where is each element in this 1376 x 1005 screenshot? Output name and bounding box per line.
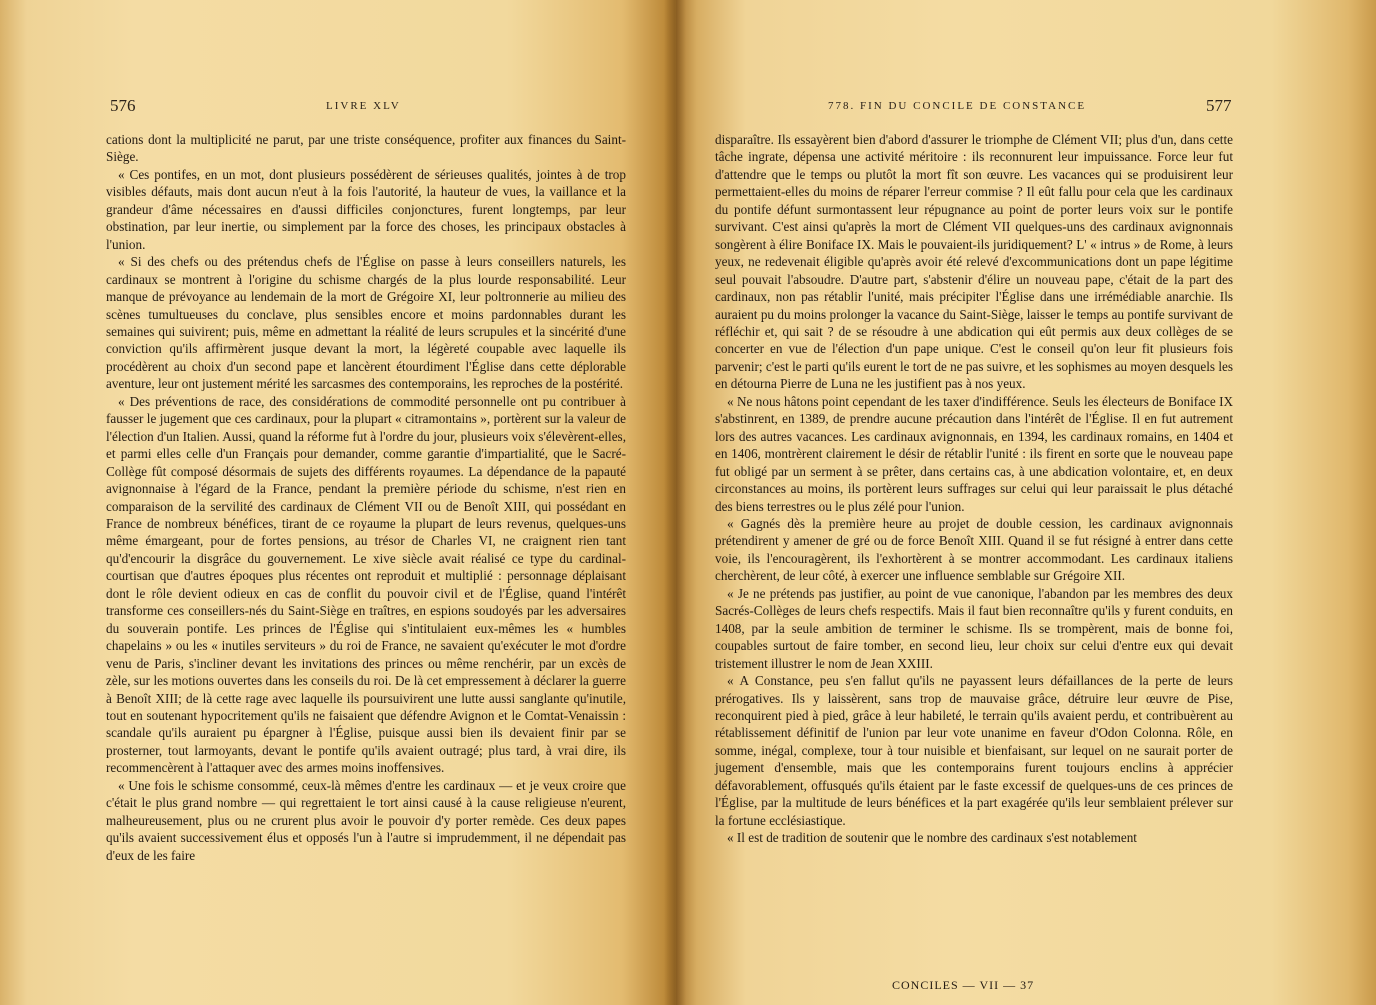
signature-mark: CONCILES — VII — 37	[892, 978, 1035, 992]
paragraph: cations dont la multiplicité ne parut, par une triste conséquence, profiter aux finances du Saint-Siège.	[106, 132, 626, 165]
paragraph: « Une fois le schisme consommé, ceux-là mêmes d'entre les cardinaux — et je veux croire que c'était le plus grand nombre — qui regrettaient le tort ainsi causé à la cause religieuse n'eurent, malheureusement, plus ou ne crurent plus avoir le pouvoir d'y porter remède. Ces deux papes qu'ils avaient successivement élus et opposés l'un à l'autre si imprudemment, il ne dépendait pas d'eux de les faire	[106, 777, 626, 863]
left-page-header	[0, 96, 676, 116]
right-page	[676, 0, 1376, 1005]
paragraph: « Ces pontifes, en un mot, dont plusieurs possédèrent de sérieuses qualités, jointes à de trop visibles défauts, mais dont aucun n'eut à la fois l'autorité, la hauteur de vues, la vaillance et la grandeur d'âme nécessaires en d'aussi difficiles conjonctures, furent longtemps, par leur obstination, par leur inertie, ou simplement par la force des choses, les principaux obstacles à l'union.	[106, 166, 626, 252]
paragraph: « Gagnés dès la première heure au projet de double cession, les cardinaux avignonnais prétendirent y amener de gré ou de force Benoît XIII. Quand il se fut résigné à entrer dans cette voie, ils l'encouragèrent, ils l'exhortèrent à se montrer accommodant. Les cardinaux italiens cherchèrent, de leur côté, à exercer une influence semblable sur Grégoire XII.	[715, 515, 1233, 584]
paragraph: disparaître. Ils essayèrent bien d'abord d'assurer le triomphe de Clément VII; plus d'un, dans cette tâche ingrate, dépensa une activité méritoire : ils reconnurent leur impuissance. Force leur fut d'attendre que le temps ou plutôt la mort fît son œuvre. Les vacances qui se produisirent leur permettaient-elles du moins de réparer l'erreur commise ? Il eût fallu pour cela que les cardinaux du pontife défunt surmontassent leur répugnance au point de porter leurs voix sur le pontife survivant. C'est ainsi qu'après la mort de Clément VII quelques-uns des cardinaux avignonnais songèrent à élire Boniface IX. Mais le pouvaient-ils juridiquement? L' « intrus » de Rome, à leurs yeux, ne redevenait éligible qu'après avoir été relevé d'excommunications dont un pape légitime seul pouvait l'absoudre. D'autre part, s'abstenir d'élire un nouveau pape, c'était de la part des cardinaux, non pas rétablir l'unité, mais précipiter l'Église dans une irrémédiable anarchie. Ils auraient pu du moins prolonger la vacance du Saint-Siège, laisser le temps au pontife survivant de réfléchir et, qui sait ? de se résoudre à une abdication qui eût permis aux deux collèges de se concerter en vue de l'élection d'un pape unique. C'est le conseil qu'on leur fit plusieurs fois parvenir; c'est le parti qu'ils eurent le tort de ne pas suivre, et les sophismes au moyen desquels les en détourna Pierre de Luna ne les justifient pas à nos yeux.	[715, 132, 1233, 392]
running-head: LIVRE XLV	[326, 100, 401, 112]
left-page	[0, 0, 676, 1005]
right-page-body	[715, 131, 1233, 847]
left-page-body	[106, 131, 626, 864]
page-number: 577	[1206, 96, 1232, 115]
book-gutter	[664, 0, 686, 1005]
page-number: 576	[110, 96, 136, 115]
paragraph: « A Constance, peu s'en fallut qu'ils ne payassent leurs défaillances de la perte de leurs prérogatives. Ils y laissèrent, sans trop de mauvaise grâce, détruire leur œuvre de Pise, reconquirent pied à pied, grâce à leur habileté, le terrain qu'ils avaient perdu, et contribuèrent au rétablissement définitif de l'union par leur vote unanime en faveur d'Odon Colonna. Rôle, en somme, inégal, complexe, tour à tour nuisible et bienfaisant, sur lequel on ne saurait porter de jugement d'ensemble, mais que les contemporains furent toujours enclins à apprécier défavorablement, offusqués qu'ils étaient par le faste excessif de quelques-uns de ces princes de l'Église, par la multitude de leurs bénéfices et la part exagérée qu'ils leur semblaient prélever sur la fortune ecclésiastique.	[715, 673, 1233, 828]
right-page-header	[676, 96, 1376, 116]
paragraph: « Je ne prétends pas justifier, au point de vue canonique, l'abandon par les membres des deux Sacrés-Collèges de leurs chefs respectifs. Mais il faut bien reconnaître qu'ils y furent conduits, en 1408, par la seule ambition de terminer le schisme. Ils se trompèrent, mais de bonne foi, coupables surtout de faire tomber, en second lieu, leur choix sur celui d'entre eux qui devait tristement illustrer le nom de Jean XXIII.	[715, 585, 1233, 671]
paragraph: « Si des chefs ou des prétendus chefs de l'Église on passe à leurs conseillers naturels, les cardinaux se montrent à l'origine du schisme chargés de la plus lourde responsabilité. Leur manque de prévoyance au lendemain de la mort de Grégoire XI, leur poltronnerie au milieu des scènes tumultueuses du conclave, plus sensibles encore et moins pardonnables durant les semaines qui suivirent; puis, même en admettant la réalité de leurs scrupules et la sincérité d'une conviction qu'ils affirmèrent jusque devant la mort, la légèreté coupable avec laquelle ils procédèrent au choix d'un second pape et lancèrent étourdiment l'Église dans cette déplorable aventure, leur ont justement mérité les sarcasmes des contemporains, les reproches de la postérité.	[106, 254, 626, 392]
paragraph: « Il est de tradition de soutenir que le nombre des cardinaux s'est notablement	[727, 830, 1137, 846]
paragraph: « Ne nous hâtons point cependant de les taxer d'indifférence. Seuls les électeurs de Boniface IX s'abstinrent, en 1389, de prendre aucune précaution dans l'intérêt de l'Église. Il en fut autrement lors des autres vacances. Les cardinaux avignonnais, en 1394, les cardinaux romains, en 1404 et en 1406, montrèrent clairement le désir de rétablir l'unité : ils firent en sorte que le nouveau pape fut obligé par un serment à se prêter, dans certains cas, à une abdication volontaire, et, en deux circonstances au moins, ils portèrent leurs suffrages sur celui qui leur paraissait le plus détaché des biens terrestres ou le plus zélé pour l'union.	[715, 393, 1233, 514]
paragraph: « Des préventions de race, des considérations de commodité personnelle ont pu contribuer à fausser le jugement que ces cardinaux, pour la plupart « citramontains », portèrent sur la valeur de l'élection d'un Italien. Aussi, quand la réforme fut à l'ordre du jour, plusieurs voix s'élevèrent-elles, et parmi elles celle d'un Français pour demander, comme garantie d'impartialité, que le Sacré-Collège fût composé désormais de sujets des différents royaumes. La dépendance de la papauté avignonnaise à l'égard de la France, pendant la première période du schisme, n'est rien en comparaison de la servilité des cardinaux de Clément VII ou de Benoît XIII, qui possédant en France de nombreux bénéfices, tirant de ce royaume la plupart de leurs revenus, quelques-uns même émargeant, pour de fortes pensions, au trésor de Charles VI, ne craignent rien tant qu'd'encourir la disgrâce du gouvernement. Le xive siècle avait réalisé ce type du cardinal-courtisan que d'autres époques plus récentes ont reproduit et multiplié : personnage déplaisant dont le rôle devient odieux en cas de conflit du pouvoir civil et de l'Église, quand l'intérêt transforme ces conseillers-nés du Saint-Siège en traîtres, en espions soudoyés par les adversaires du souverain pontife. Les princes de l'Église qui s'intitulaient eux-mêmes les « humbles chapelains » ou les « inutiles serviteurs » du roi de France, ne savaient qu'exécuter le mot d'ordre venu de Paris, s'incliner devant les invitations des princes ou même renchérir, par un excès de zèle, sur les motions ouvertes dans les conseils du roi. De là cet empressement à déclarer la guerre à Benoît XIII; de là cette rage avec laquelle ils poursuivirent une lutte aussi sanglante qu'inutile, tout en soutenant hypocritement qu'ils ne faisaient que défendre Avignon et le Comtat-Venaissin : scandale qu'ils auraient pu épargner à l'Église, puisque aussi bien ils devaient finir par se prosterner, tout larmoyants, devant le pontife qu'ils avaient outragé; plus tard, à vrai dire, ils recommencèrent à l'attaquer avec des armes moins inoffensives.	[106, 393, 626, 776]
running-head: 778. FIN DU CONCILE DE CONSTANCE	[828, 100, 1087, 112]
